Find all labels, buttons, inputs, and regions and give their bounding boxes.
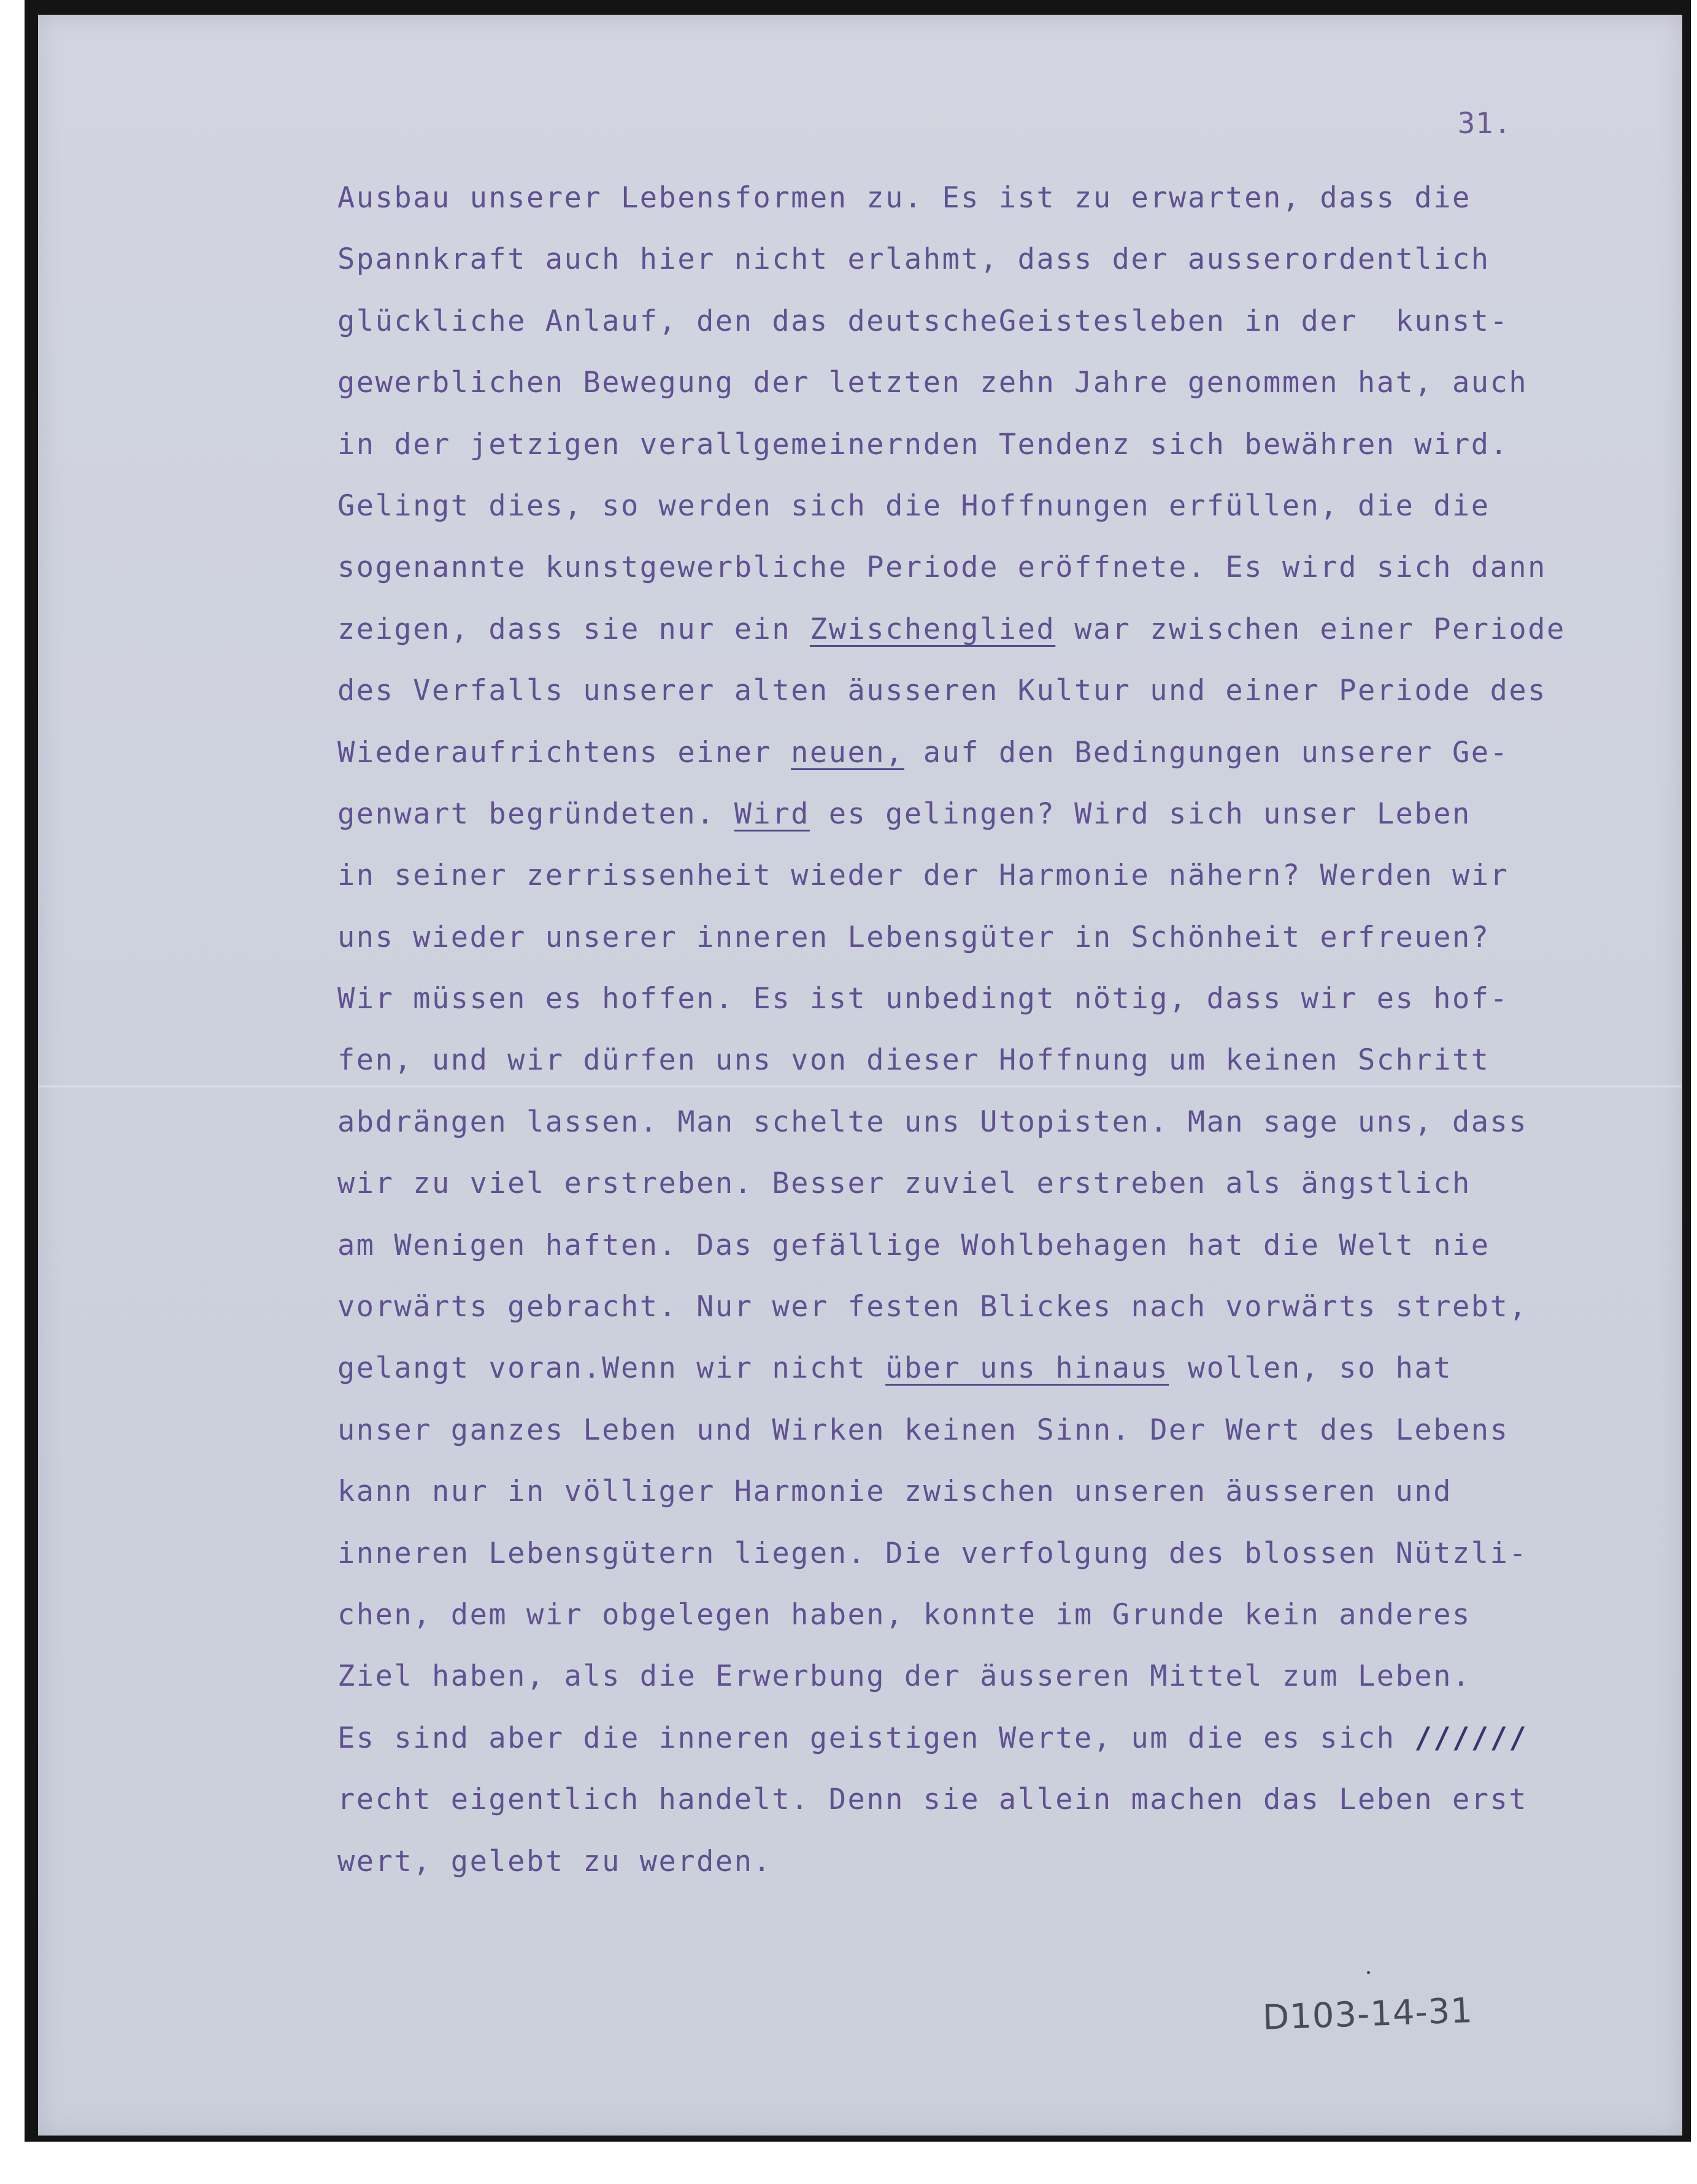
underlined-phrase: Wird	[734, 797, 810, 831]
line-text: wollen, so hat	[1169, 1351, 1453, 1386]
text-line	[337, 793, 1650, 854]
text-line	[337, 978, 1650, 1039]
line-text: Wir müssen es hoffen. Es ist unbedingt nötig, dass wir es hof-	[337, 982, 1509, 1016]
text-line	[337, 485, 1650, 546]
line-text: es gelingen? Wird sich unser Leben	[809, 797, 1471, 831]
text-line	[337, 608, 1650, 669]
text-line	[337, 300, 1650, 361]
line-text: wert, gelebt zu werden.	[337, 1844, 772, 1878]
text-line	[337, 1594, 1650, 1655]
line-text: unser ganzes Leben und Wirken keinen Sinn. Der Wert des Lebens	[337, 1413, 1509, 1447]
text-line	[337, 1224, 1650, 1286]
line-text: inneren Lebensgütern liegen. Die verfolgung des blossen Nützli-	[337, 1536, 1528, 1570]
text-line	[337, 1162, 1650, 1224]
line-text: genwart begründeten.	[337, 797, 734, 831]
line-text: wir zu viel erstreben. Besser zuviel erstreben als ängstlich	[337, 1167, 1471, 1201]
line-text: war zwischen einer Periode	[1055, 612, 1566, 646]
line-text: Es sind aber die inneren geistigen Werte, um die es sich	[337, 1721, 1415, 1755]
line-text: am Wenigen haften. Das gefällige Wohlbehagen hat die Welt nie	[337, 1228, 1490, 1262]
text-line	[337, 1532, 1650, 1594]
text-line	[337, 423, 1650, 485]
text-line	[337, 238, 1650, 299]
line-text: gewerblichen Bewegung der letzten zehn Jahre genommen hat, auch	[337, 366, 1528, 400]
text-line	[337, 1101, 1650, 1162]
line-text: Spannkraft auch hier nicht erlahmt, dass der ausserordentlich	[337, 242, 1490, 277]
text-line	[337, 361, 1650, 423]
line-text: Wiederaufrichtens einer	[337, 735, 791, 770]
text-line	[337, 1286, 1650, 1347]
line-text: zeigen, dass sie nur ein	[337, 612, 810, 646]
line-text: sogenannte kunstgewerbliche Periode eröffnete. Es wird sich dann	[337, 550, 1547, 585]
text-line	[337, 1347, 1650, 1408]
ink-speck	[1367, 1971, 1370, 1974]
struck-out-word: //////	[1414, 1721, 1528, 1755]
line-text: Gelingt dies, so werden sich die Hoffnungen erfüllen, die die	[337, 488, 1490, 523]
text-line	[337, 1717, 1650, 1778]
page-number: 31.	[1458, 107, 1512, 141]
underlined-phrase: über uns hinaus	[885, 1351, 1169, 1386]
text-line	[337, 1778, 1650, 1840]
line-text: kann nur in völliger Harmonie zwischen unseren äusseren und	[337, 1475, 1452, 1509]
text-line	[337, 1655, 1650, 1716]
typed-body-text	[337, 177, 1650, 1902]
line-text: gelangt voran.Wenn wir nicht	[337, 1351, 886, 1386]
line-text: des Verfalls unserer alten äusseren Kultur und einer Periode des	[337, 674, 1547, 708]
text-line	[337, 669, 1650, 731]
line-text: in der jetzigen verallgemeinernden Tendenz sich bewähren wird.	[337, 427, 1509, 461]
line-text: glückliche Anlauf, den das deutscheGeistesleben in der kunst-	[337, 304, 1509, 338]
text-line	[337, 1039, 1650, 1100]
text-line	[337, 177, 1650, 238]
line-text: abdrängen lassen. Man schelte uns Utopisten. Man sage uns, dass	[337, 1105, 1528, 1139]
text-line	[337, 1409, 1650, 1470]
line-text: Ziel haben, als die Erwerbung der äusseren Mittel zum Leben.	[337, 1659, 1471, 1694]
line-text: fen, und wir dürfen uns von dieser Hoffnung um keinen Schritt	[337, 1043, 1490, 1078]
line-text: vorwärts gebracht. Nur wer festen Blickes nach vorwärts strebt,	[337, 1290, 1528, 1324]
line-text: auf den Bedingungen unserer Ge-	[904, 735, 1509, 770]
line-text: in seiner zerrissenheit wieder der Harmonie nähern? Werden wir	[337, 859, 1509, 893]
text-line	[337, 546, 1650, 608]
text-line	[337, 916, 1650, 978]
underlined-phrase: Zwischenglied	[809, 612, 1056, 646]
text-line	[337, 1840, 1650, 1902]
archive-signature-mark: D103-14-31	[1261, 1991, 1474, 2038]
underlined-phrase: neuen,	[791, 735, 904, 770]
text-line	[337, 854, 1650, 916]
line-text: chen, dem wir obgelegen haben, konnte im Grunde kein anderes	[337, 1597, 1471, 1632]
line-text: recht eigentlich handelt. Denn sie allein machen das Leben erst	[337, 1783, 1528, 1817]
text-line	[337, 1470, 1650, 1532]
line-text: uns wieder unserer inneren Lebensgüter in Schönheit erfreuen?	[337, 920, 1490, 954]
text-line	[337, 731, 1650, 793]
line-text: Ausbau unserer Lebensformen zu. Es ist zu erwarten, dass die	[337, 181, 1471, 215]
